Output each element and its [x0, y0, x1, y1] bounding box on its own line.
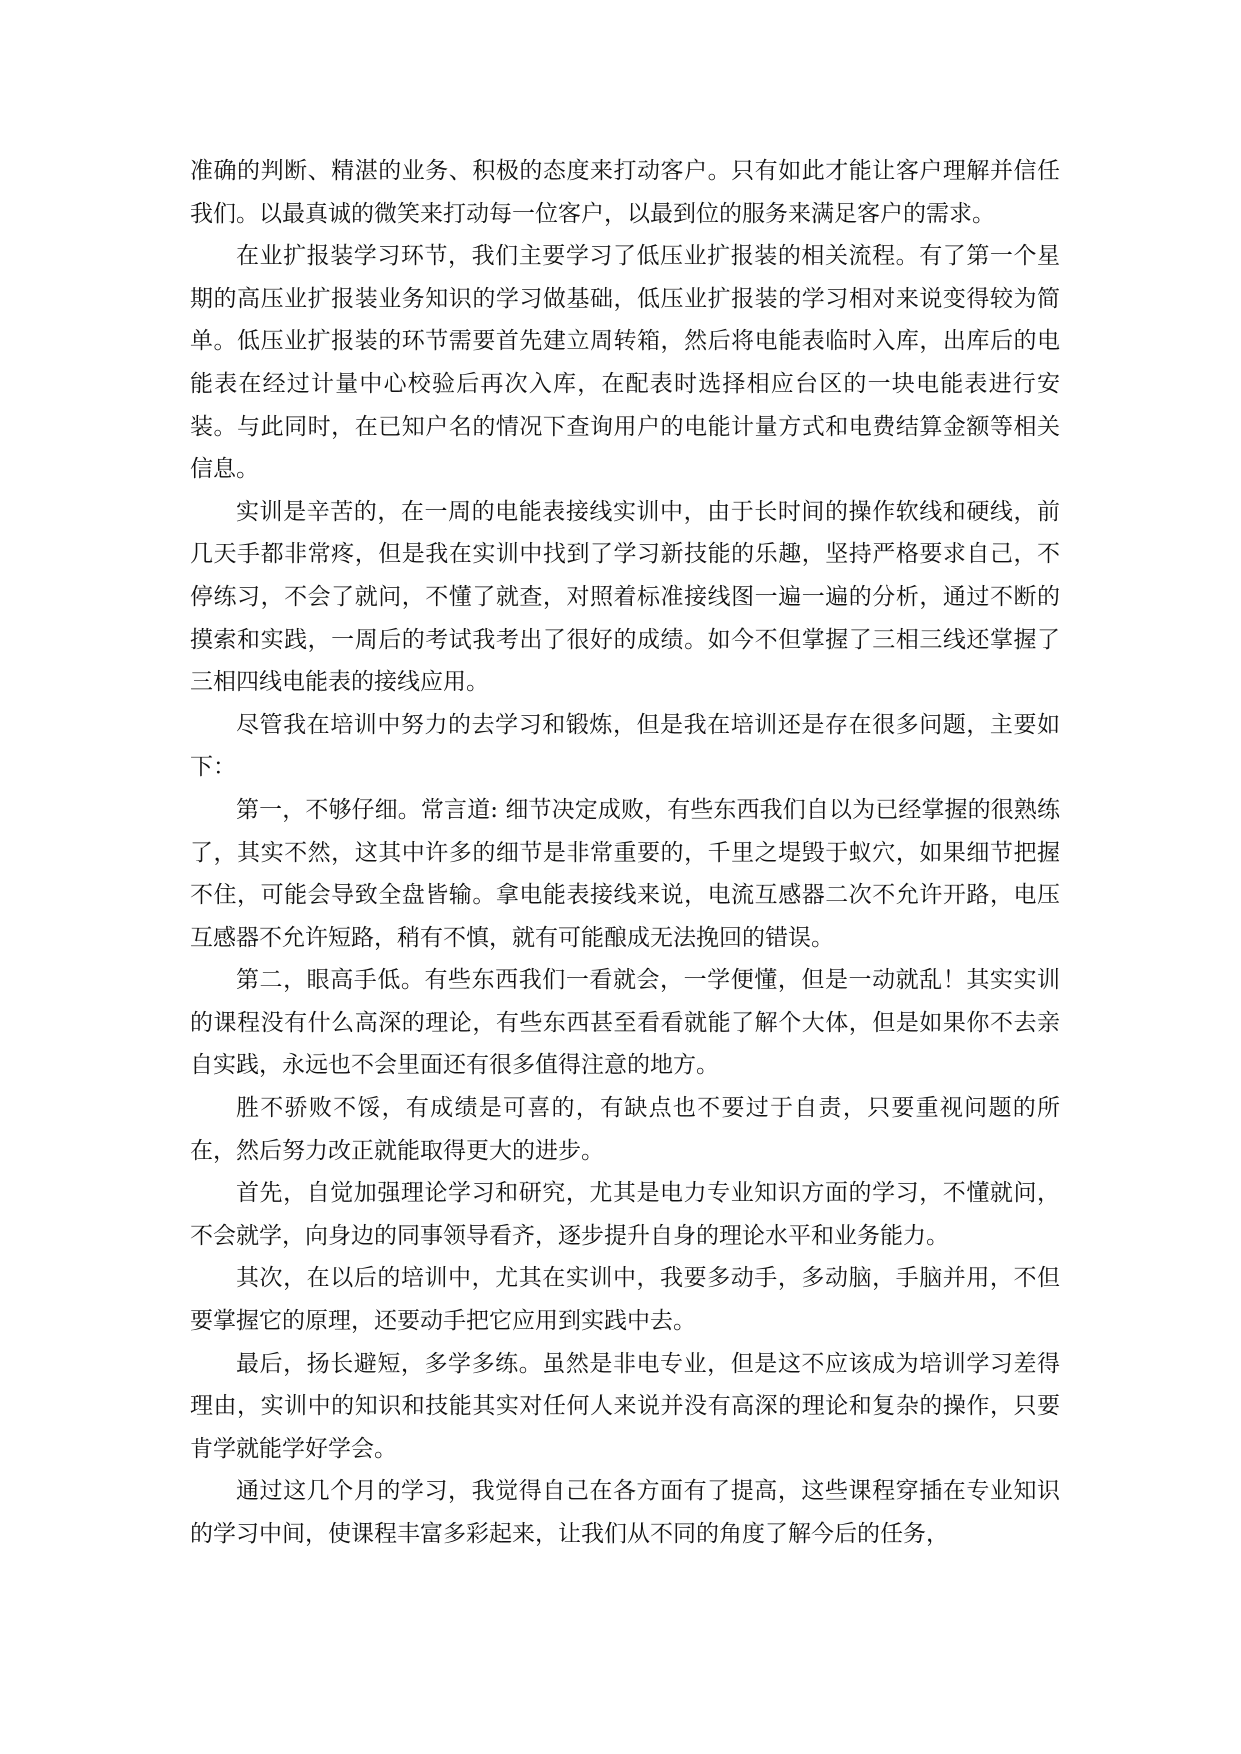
paragraph-problem-first: 第一，不够仔细。常言道: 细节决定成败，有些东西我们自以为已经掌握的很熟练了，其实不然，这其中许多的细节是非常重要的，千里之堤毁于蚁穴，如果细节把握不住，可能会导致全盘皆输。拿电能表接线来说，电流互感器二次不允许开路，电压互感器不允许短路，稍有不慎，就有可能酿成无法挽回的错误。 — [190, 796, 1060, 951]
paragraph-plan-first: 首先，自觉加强理论学习和研究，尤其是电力专业知识方面的学习，不懂就问，不会就学，向身边的同事领导看齐，逐步提升自身的理论水平和业务能力。 — [190, 1180, 1060, 1249]
paragraph-problem-second: 第二，眼高手低。有些东西我们一看就会，一学便懂，但是一动就乱！其实实训的课程没有什么高深的理论，有些东西甚至看看就能了解个大体，但是如果你不去亲自实践，永远也不会里面还有很多值得注意的地方。 — [190, 967, 1060, 1079]
paragraph-attitude: 胜不骄败不馁，有成绩是可喜的，有缺点也不要过于自责，只要重视问题的所在，然后努力改正就能取得更大的进步。 — [190, 1095, 1060, 1164]
paragraph-training-practice: 实训是辛苦的，在一周的电能表接线实训中，由于长时间的操作软线和硬线，前几天手都非常疼，但是我在实训中找到了学习新技能的乐趣，坚持严格要求自己，不停练习，不会了就问，不懂了就查，对照着标准接线图一遍一遍的分析，通过不断的摸索和实践，一周后的考试我考出了很好的成绩。如今不但掌握了三相三线还掌握了三相四线电能表的接线应用。 — [190, 498, 1060, 696]
paragraph-business-expansion: 在业扩报装学习环节，我们主要学习了低压业扩报装的相关流程。有了第一个星期的高压业扩报装业务知识的学习做基础，低压业扩报装的学习相对来说变得较为简单。低压业扩报装的环节需要首先建立周转箱，然后将电能表临时入库，出库后的电能表在经过计量中心校验后再次入库，在配表时选择相应台区的一块电能表进行安装。与此同时，在已知户名的情况下查询用户的电能计量方式和电费结算金额等相关信息。 — [190, 243, 1060, 483]
document-body — [190, 150, 1060, 1556]
paragraph-continuation: 准确的判断、精湛的业务、积极的态度来打动客户。只有如此才能让客户理解并信任我们。以最真诚的微笑来打动每一位客户，以最到位的服务来满足客户的需求。 — [190, 158, 1060, 227]
paragraph-plan-last: 最后，扬长避短，多学多练。虽然是非电专业，但是这不应该成为培训学习差得理由，实训中的知识和技能其实对任何人来说并没有高深的理论和复杂的操作，只要肯学就能学好学会。 — [190, 1350, 1060, 1462]
paragraph-plan-second: 其次，在以后的培训中，尤其在实训中，我要多动手，多动脑，手脑并用，不但要掌握它的原理，还要动手把它应用到实践中去。 — [190, 1265, 1060, 1335]
paragraph-summary: 通过这几个月的学习，我觉得自己在各方面有了提高，这些课程穿插在专业知识的学习中间，使课程丰富多彩起来，让我们从不同的角度了解今后的任务， — [190, 1478, 1060, 1547]
paragraph-problems-intro: 尽管我在培训中努力的去学习和锻炼，但是我在培训还是存在很多问题，主要如下： — [190, 711, 1060, 781]
